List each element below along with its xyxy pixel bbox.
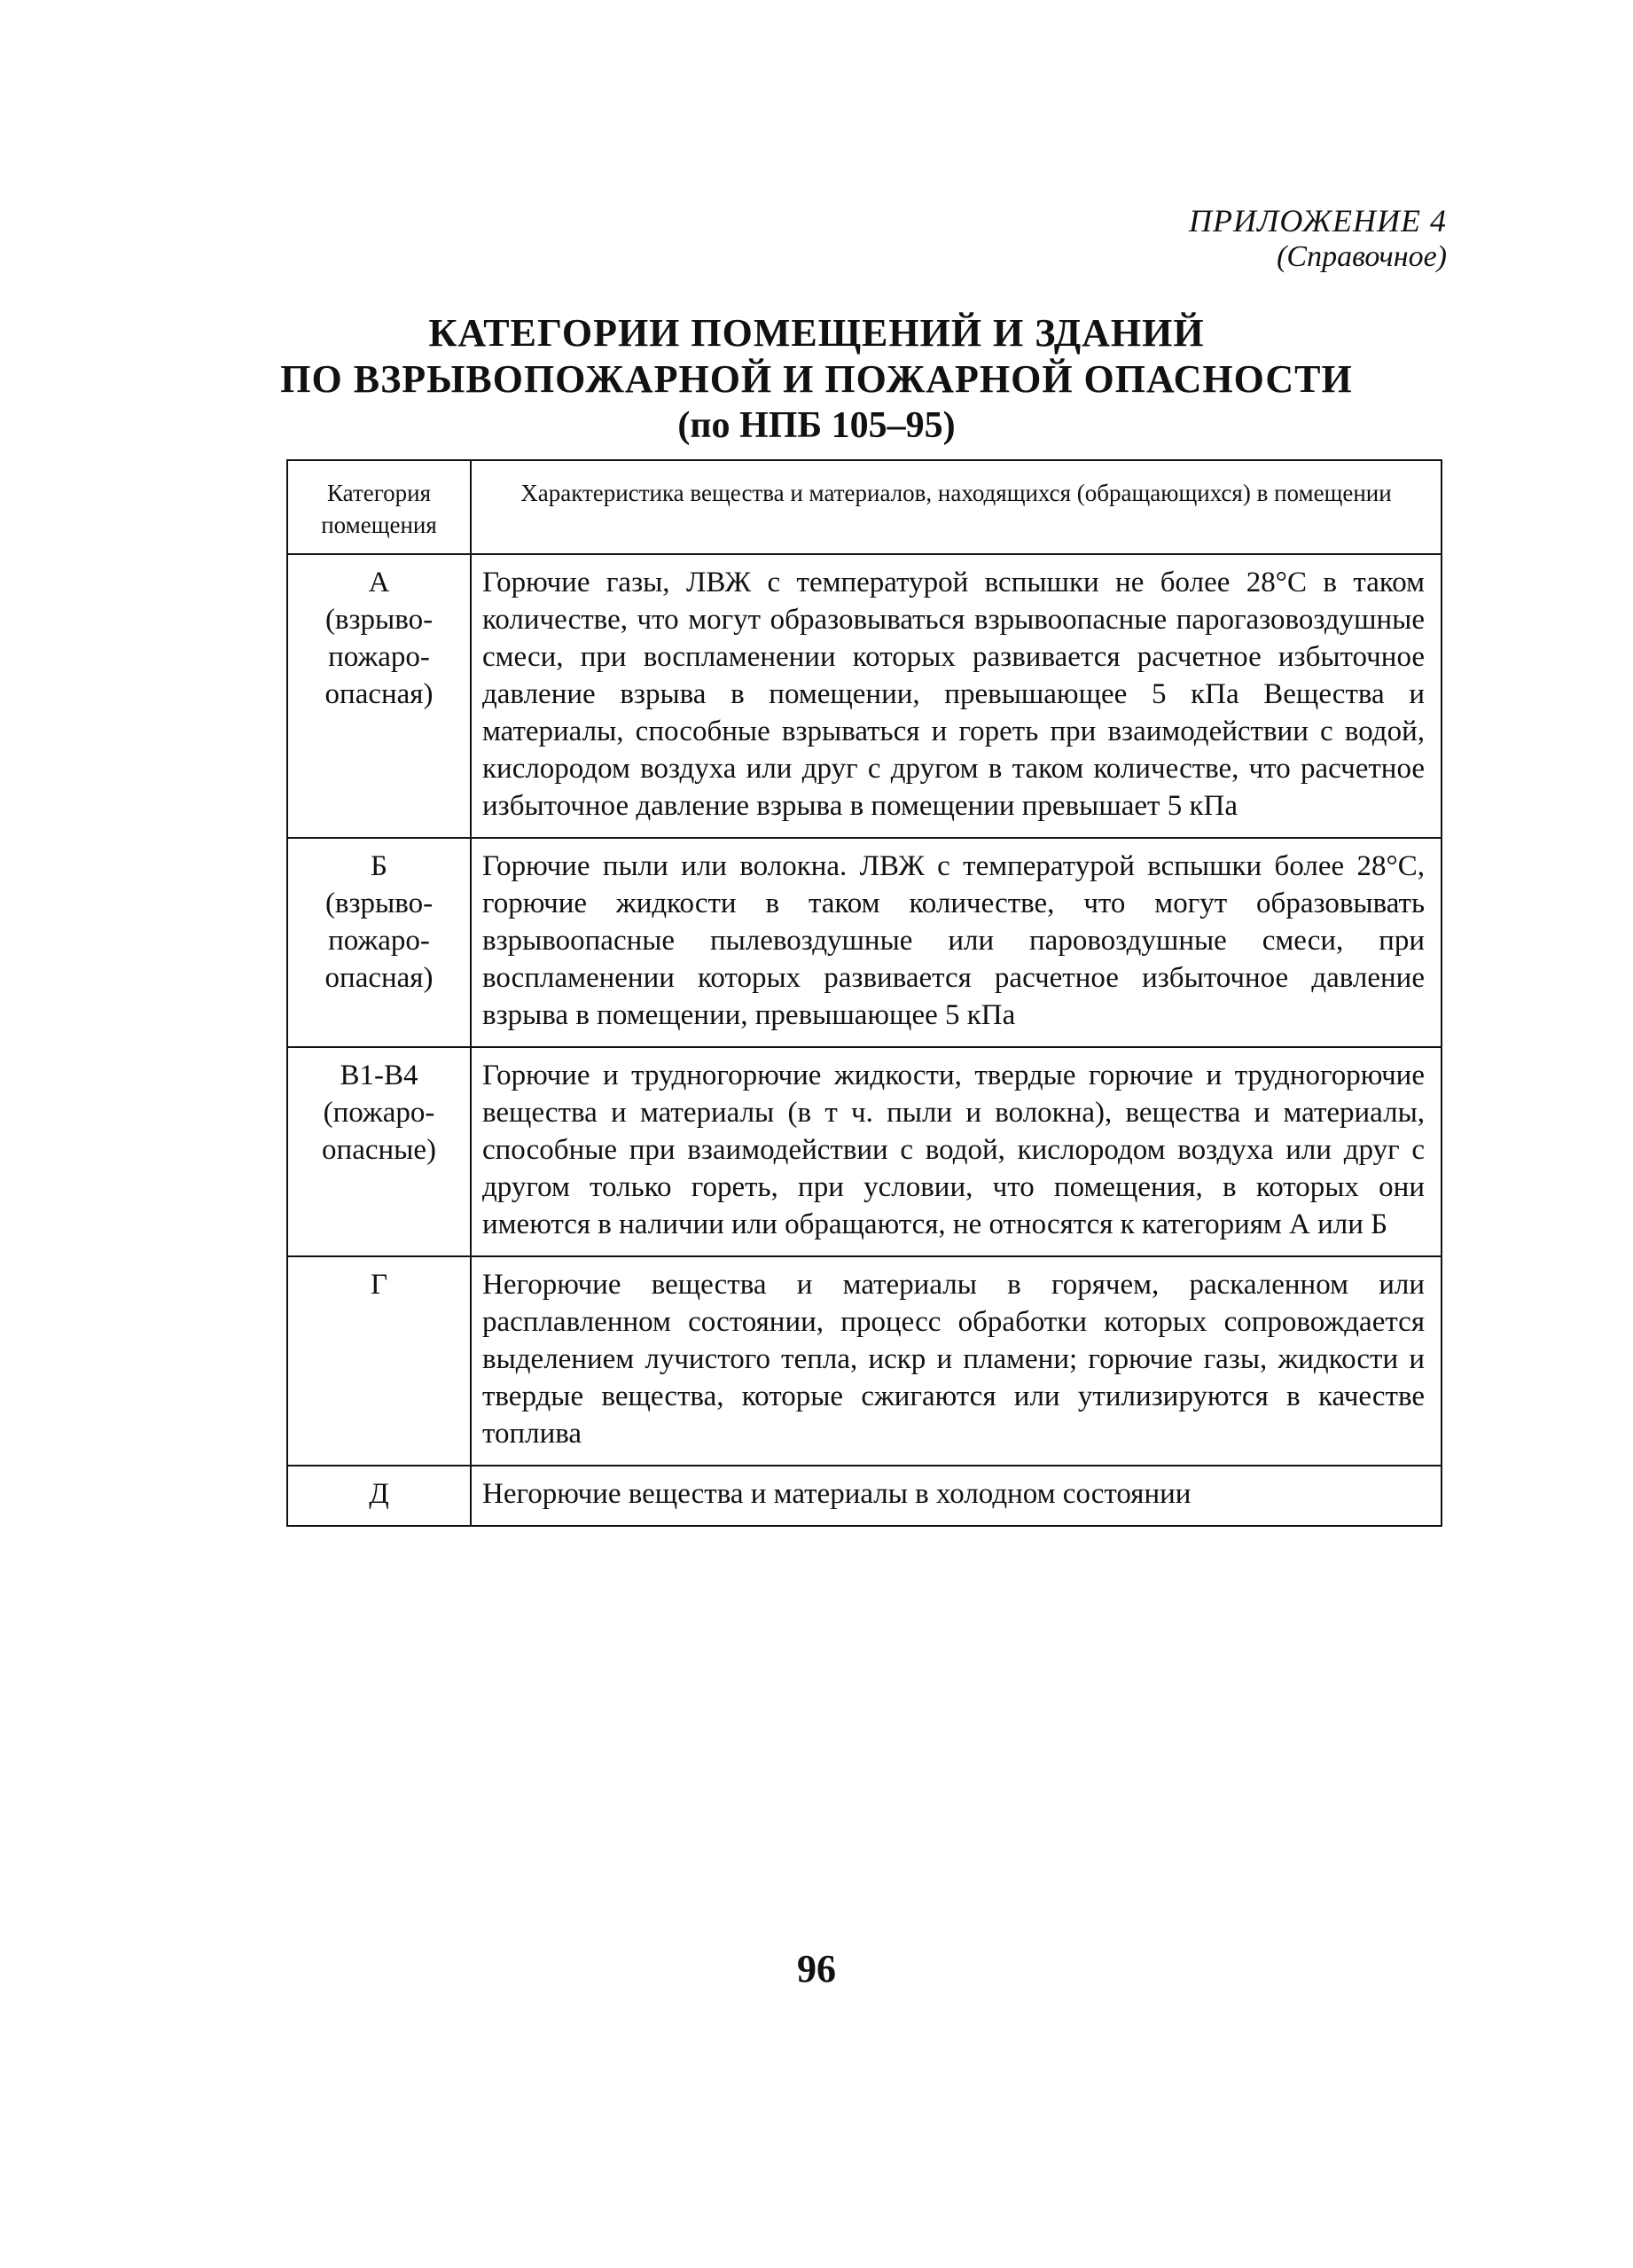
page-number: 96 — [797, 1947, 836, 1990]
table-row — [287, 1256, 1442, 1466]
category-cell — [287, 1047, 471, 1256]
category-description: Горючие пыли или волокна. ЛВЖ с температурой вспышки более 28°С, горючие жидкости в таком количестве, что могут образовывать взрывоопасные пылевоздушные или паровоздушные смеси, при воспламенении которых развивается расчетное избыточное давление взрыва в помещении, превышающее 5 кПа — [471, 838, 1442, 1047]
category-description: Горючие и трудногорючие жидкости, твердые горючие и трудногорючие вещества и материалы (в т ч. пыли и волокна), вещества и материалы, способные при взаимодействии с водой, кислородом воздуха или друг с другом только гореть, при условии, что помещения, в которых они имеются в наличии или обращаются, не относятся к категориям А или Б — [471, 1047, 1442, 1256]
category-cell — [287, 554, 471, 838]
table-row — [287, 1047, 1442, 1256]
category-description: Негорючие вещества и материалы в горячем, раскаленном или расплавленном состоянии, процесс обработки которых сопровождается выделением лучистого тепла, искр и пламени; горючие газы, жидкости и твердые вещества, которые сжигаются или утилизируются в качестве топлива — [471, 1256, 1442, 1466]
category-cell — [287, 838, 471, 1047]
category-cell — [287, 1256, 471, 1466]
document-title — [0, 310, 1633, 449]
title-line-2: ПО ВЗРЫВОПОЖАРНОЙ И ПОЖАРНОЙ ОПАСНОСТИ — [280, 357, 1353, 401]
appendix-note: (Справочное) — [1277, 240, 1447, 274]
table-header-row — [287, 460, 1442, 554]
category-code: Г — [370, 1269, 388, 1301]
category-code: В1-В4 — [340, 1060, 418, 1091]
category-subtitle: (пожаро-опасные) — [322, 1097, 436, 1166]
header-description: Характеристика вещества и материалов, находящихся (обращающихся) в помещении — [471, 460, 1442, 554]
category-subtitle: (взрыво-пожаро-опасная) — [324, 888, 434, 994]
category-cell — [287, 1466, 471, 1526]
appendix-heading — [1189, 202, 1447, 276]
appendix-label: ПРИЛОЖЕНИЕ 4 — [1189, 203, 1447, 239]
category-code: А — [368, 567, 390, 598]
table-row — [287, 1466, 1442, 1526]
category-code: Б — [371, 850, 387, 882]
categories-table — [286, 459, 1442, 1527]
category-description: Горючие газы, ЛВЖ с температурой вспышки не более 28°С в таком количестве, что могут образовываться взрывоопасные парогазовоздушные смеси, при воспламенении которых развивается расчетное избыточное давление взрыва в помещении, превышающее 5 кПа Вещества и материалы, способные взрываться и гореть при взаимодействии с водой, кислородом воздуха или друг с другом в таком количестве, что расчетное избыточное давление взрыва в помещении превышает 5 кПа — [471, 554, 1442, 838]
category-description: Негорючие вещества и материалы в холодном состоянии — [471, 1466, 1442, 1526]
title-line-1: КАТЕГОРИИ ПОМЕЩЕНИЙ И ЗДАНИЙ — [428, 311, 1205, 355]
table-row — [287, 554, 1442, 838]
category-code: Д — [369, 1478, 389, 1510]
title-source: (по НПБ 105–95) — [677, 405, 956, 446]
header-category: Категория помещения — [287, 460, 471, 554]
table-row — [287, 838, 1442, 1047]
category-subtitle: (взрыво-пожаро-опасная) — [324, 604, 434, 710]
